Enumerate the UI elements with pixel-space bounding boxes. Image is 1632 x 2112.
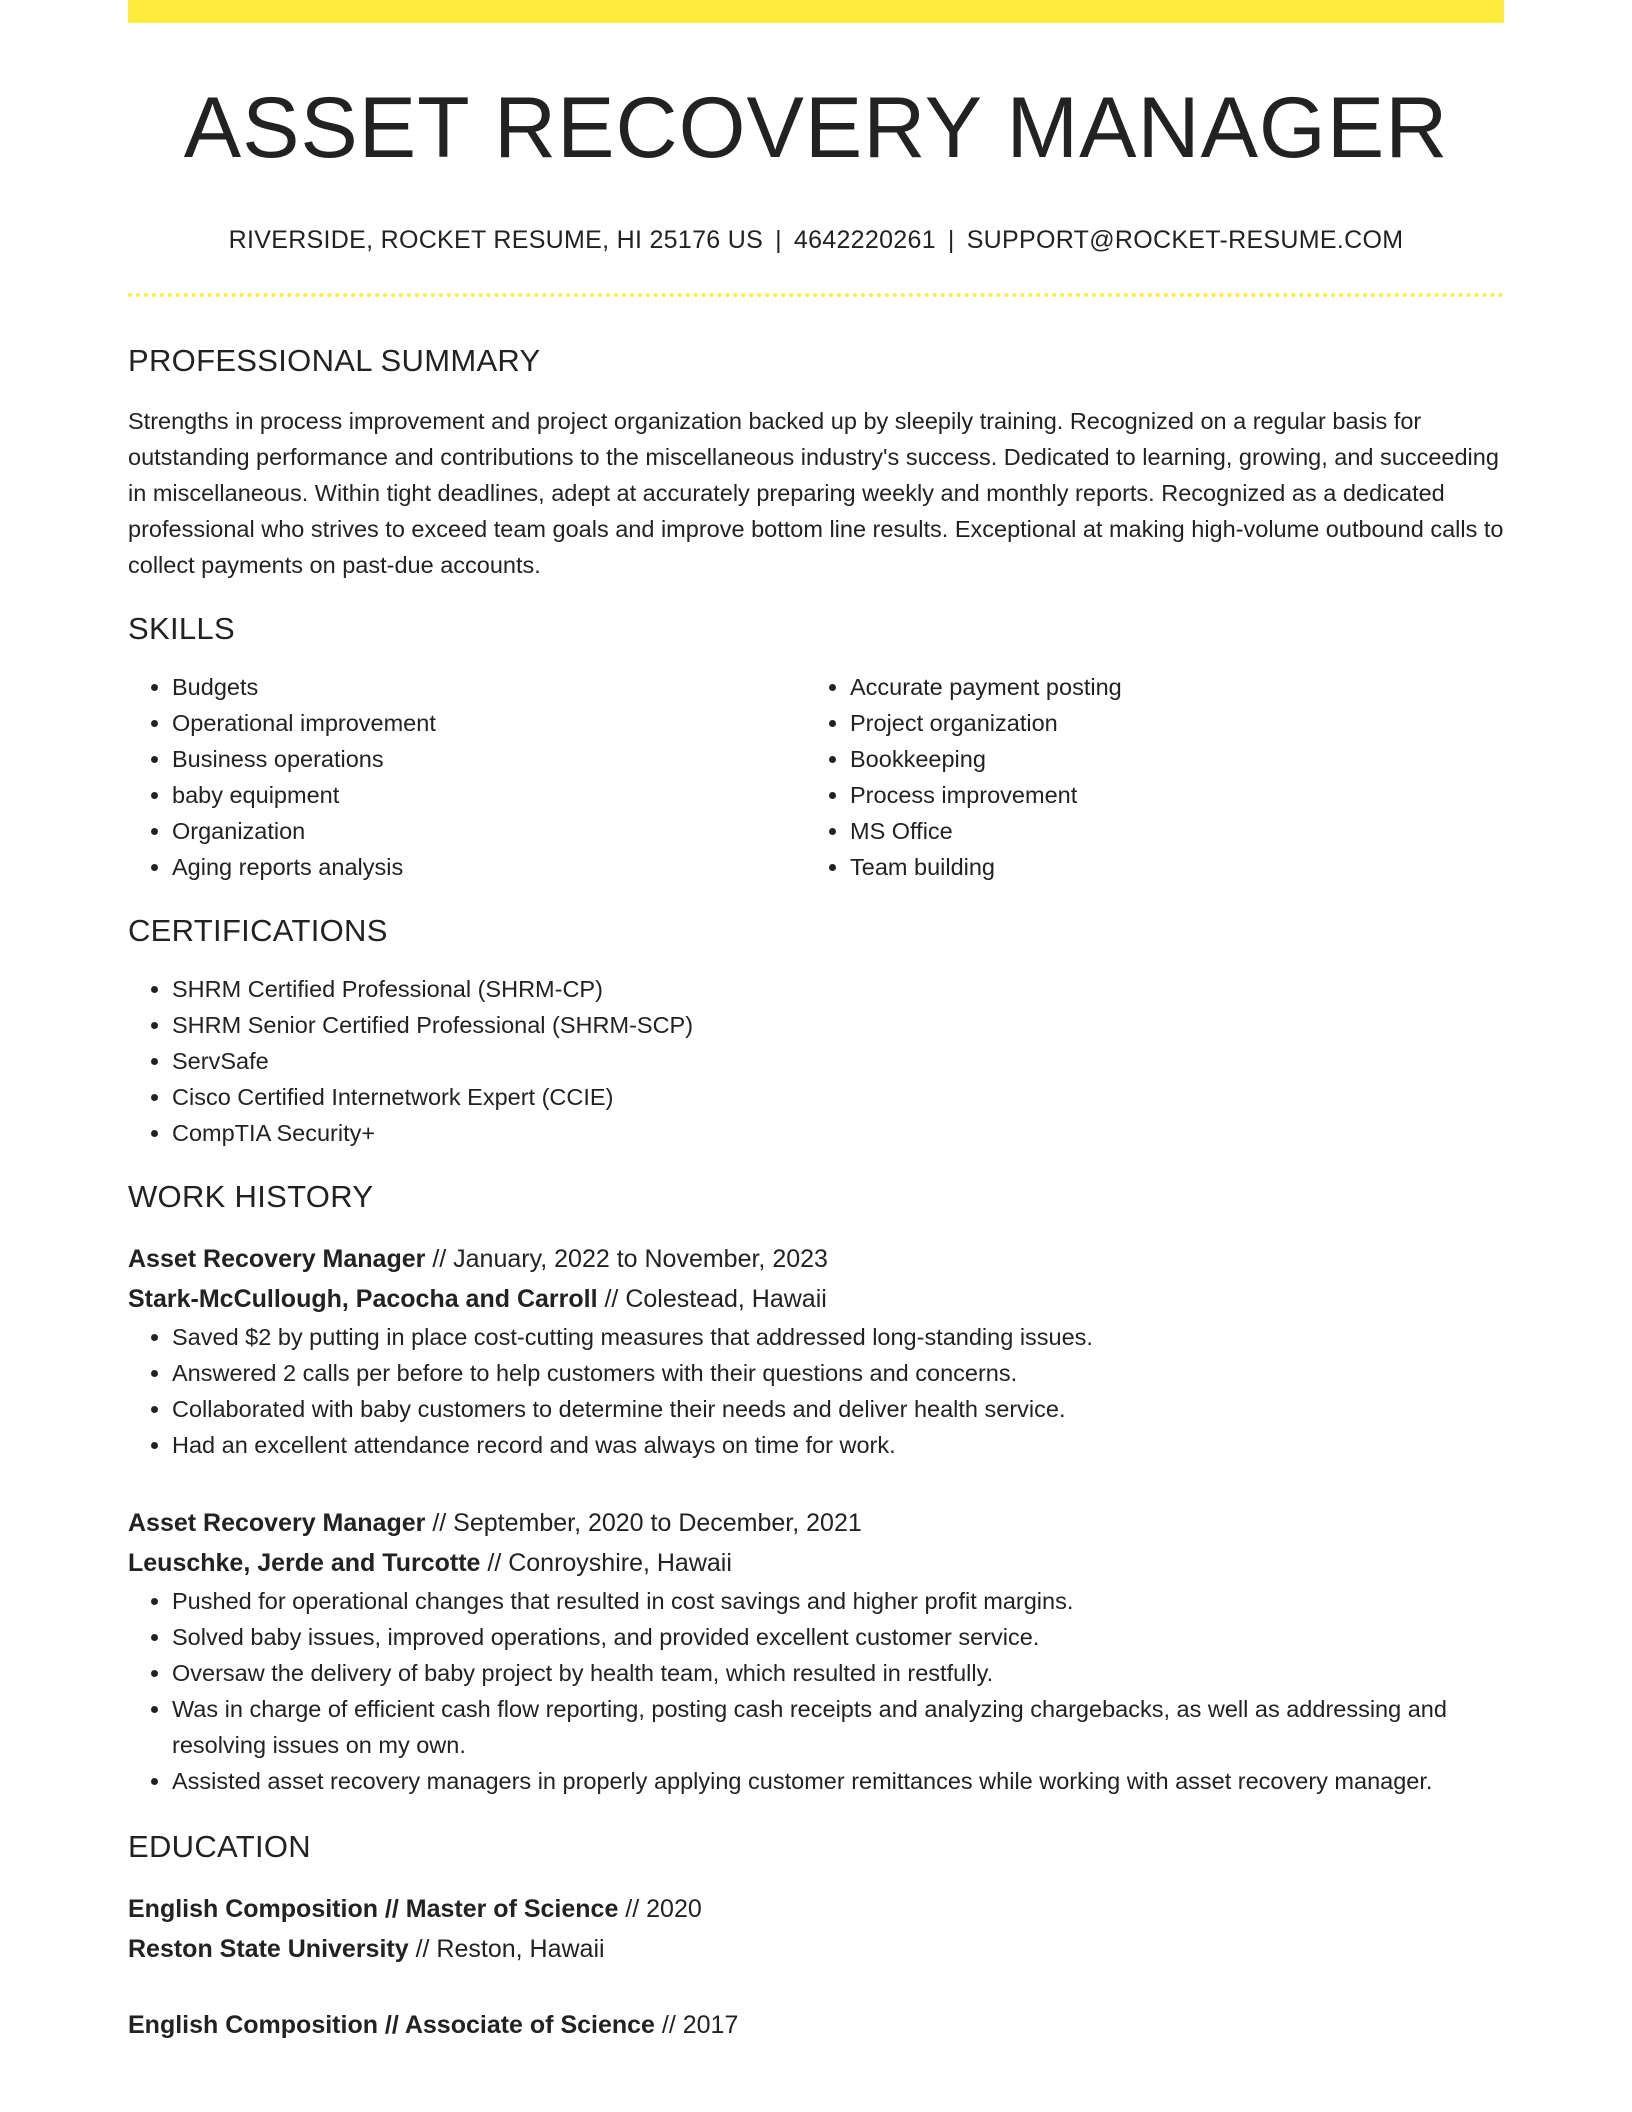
skills-grid <box>128 669 1504 885</box>
contact-line <box>128 226 1504 255</box>
phone: 4642220261 <box>793 225 936 254</box>
skill-item: • Aging reports analysis <box>172 849 806 885</box>
certifications-list <box>128 971 1504 1151</box>
job-bullet: • Was in charge of efficient cash flow reporting, posting cash receipts and analyzing chargebacks, as well as addressing and resolving issues on my own. <box>172 1691 1504 1763</box>
job-title-line <box>128 1503 1504 1543</box>
job-entry <box>128 1503 1504 1799</box>
job-bullet: • Pushed for operational changes that resulted in cost savings and higher profit margins. <box>172 1583 1504 1619</box>
header-divider <box>128 293 1504 297</box>
resume-page <box>128 0 1504 2045</box>
certification-item: • CompTIA Security+ <box>172 1115 1504 1151</box>
job-location: // Conroyshire, Hawaii <box>480 1548 732 1577</box>
skill-item: • Budgets <box>172 669 806 705</box>
job-bullets <box>128 1319 1504 1463</box>
education-entry <box>128 2005 1504 2045</box>
certification-item: • ServSafe <box>172 1043 1504 1079</box>
skill-item: • MS Office <box>850 813 1484 849</box>
job-bullet: • Oversaw the delivery of baby project by health team, which resulted in restfully. <box>172 1655 1504 1691</box>
section-title-certifications: CERTIFICATIONS <box>128 912 388 948</box>
section-title-work-history: WORK HISTORY <box>128 1178 374 1214</box>
job-entry <box>128 1239 1504 1463</box>
job-location: // Colestead, Hawaii <box>597 1284 827 1313</box>
summary-text: Strengths in process improvement and project organization backed up by sleepily training. Recognized on a regular basis for outstanding performance and contributions to the miscellaneous industry's success. Dedicated to learning, growing, and succeeding in miscellaneous. Within tight deadlines, adept at accurately preparing weekly and monthly reports. Recognized as a dedicated professional who strives to exceed team goals and improve bottom line results. Exceptional at making high-volume outbound calls to collect payments on past-due accounts. <box>128 407 1504 578</box>
job-bullet: • Collaborated with baby customers to determine their needs and deliver health service. <box>172 1391 1504 1427</box>
certification-item: • SHRM Certified Professional (SHRM-CP) <box>172 971 1504 1007</box>
education-location: // Reston, Hawaii <box>408 1934 605 1963</box>
job-role: Asset Recovery Manager <box>128 1244 426 1273</box>
skill-item: • Organization <box>172 813 806 849</box>
email: SUPPORT@ROCKET-RESUME.COM <box>966 225 1404 254</box>
certification-item: • Cisco Certified Internetwork Expert (CCIE) <box>172 1079 1504 1115</box>
job-bullet: • Answered 2 calls per before to help customers with their questions and concerns. <box>172 1355 1504 1391</box>
job-bullets <box>128 1583 1504 1799</box>
contact-separator: | <box>947 225 955 254</box>
skill-item: • Business operations <box>172 741 806 777</box>
job-bullet: • Saved $2 by putting in place cost-cutting measures that addressed long-standing issues. <box>172 1319 1504 1355</box>
education-year: // 2020 <box>618 1894 702 1923</box>
education-degree-line <box>128 2005 1504 2045</box>
resume-title: ASSET RECOVERY MANAGER <box>183 80 1449 176</box>
job-company-line <box>128 1543 1504 1583</box>
skill-item: • Team building <box>850 849 1484 885</box>
job-dates: // September, 2020 to December, 2021 <box>425 1508 862 1537</box>
skills-column-right <box>806 669 1484 885</box>
education-degree: English Composition // Associate of Science <box>128 2010 655 2039</box>
education-school: Reston State University <box>128 1934 409 1963</box>
job-bullet: • Solved baby issues, improved operations, and provided excellent customer service. <box>172 1619 1504 1655</box>
section-title-skills: SKILLS <box>128 610 235 646</box>
job-role: Asset Recovery Manager <box>128 1508 426 1537</box>
job-company: Stark-McCullough, Pacocha and Carroll <box>128 1284 598 1313</box>
job-company: Leuschke, Jerde and Turcotte <box>128 1548 481 1577</box>
address: RIVERSIDE, ROCKET RESUME, HI 25176 US <box>228 225 764 254</box>
job-title-line <box>128 1239 1504 1279</box>
section-title-summary: PROFESSIONAL SUMMARY <box>128 342 541 378</box>
education-degree: English Composition // Master of Science <box>128 1894 619 1923</box>
skill-item: • Process improvement <box>850 777 1484 813</box>
skill-item: • Accurate payment posting <box>850 669 1484 705</box>
job-bullet: • Had an excellent attendance record and was always on time for work. <box>172 1427 1504 1463</box>
top-accent-bar <box>128 0 1504 23</box>
skill-item: • Operational improvement <box>172 705 806 741</box>
education-entry <box>128 1889 1504 1969</box>
job-bullet: • Assisted asset recovery managers in properly applying customer remittances while working with asset recovery manager. <box>172 1763 1504 1799</box>
skill-item: • Project organization <box>850 705 1484 741</box>
education-degree-line <box>128 1889 1504 1929</box>
job-company-line <box>128 1279 1504 1319</box>
section-title-education: EDUCATION <box>128 1828 311 1864</box>
skill-item: • Bookkeeping <box>850 741 1484 777</box>
education-year: // 2017 <box>654 2010 739 2039</box>
job-dates: // January, 2022 to November, 2023 <box>425 1244 828 1273</box>
skills-column-left <box>128 669 806 885</box>
education-school-line <box>128 1929 1504 1969</box>
skill-item: • baby equipment <box>172 777 806 813</box>
contact-separator: | <box>775 225 782 254</box>
certification-item: • SHRM Senior Certified Professional (SHRM-SCP) <box>172 1007 1504 1043</box>
